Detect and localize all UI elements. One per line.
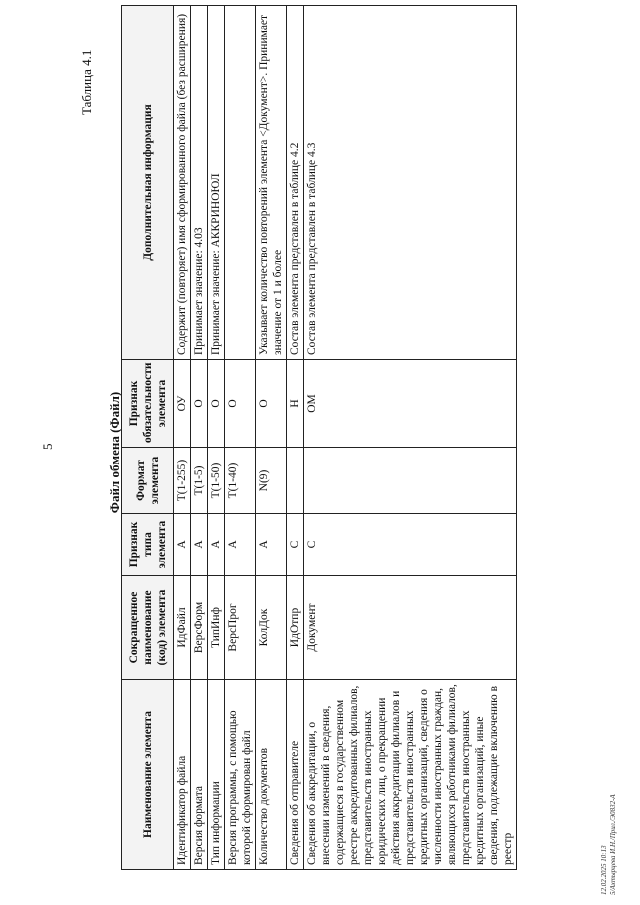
header-type: Признак типа элемента — [122, 514, 174, 576]
cell-required: О — [225, 360, 256, 448]
cell-name: Версия программы, с помощью которой сформирован файл — [225, 680, 256, 870]
cell-name: Идентификатор файла — [174, 680, 191, 870]
cell-format: Т(1-5) — [191, 448, 208, 514]
exchange-file-table — [121, 5, 517, 870]
cell-type: А — [174, 514, 191, 576]
cell-code: ВерсПрог — [225, 576, 256, 680]
cell-name: Количество документов — [256, 680, 287, 870]
table-number: Таблица 4.1 — [79, 49, 94, 115]
cell-format — [304, 448, 517, 514]
cell-type: А — [256, 514, 287, 576]
cell-info: Состав элемента представлен в таблице 4.3 — [304, 6, 517, 360]
cell-type: А — [191, 514, 208, 576]
cell-type: А — [208, 514, 225, 576]
page-number: 5 — [40, 443, 55, 450]
cell-code: ИдОтпр — [287, 576, 304, 680]
cell-name: Сведения об отправителе — [287, 680, 304, 870]
cell-info: Принимает значение: АККРИНОЮЛ — [208, 6, 225, 360]
cell-format: N(9) — [256, 448, 287, 514]
cell-required: ОМ — [304, 360, 517, 448]
table-row — [208, 6, 225, 870]
cell-code: Документ — [304, 576, 517, 680]
cell-name: Тип информации — [208, 680, 225, 870]
table-row — [287, 6, 304, 870]
table-title: Файл обмена (Файл) — [107, 391, 122, 514]
table-row — [174, 6, 191, 870]
cell-format — [287, 448, 304, 514]
cell-required: О — [256, 360, 287, 448]
cell-format: Т(1-50) — [208, 448, 225, 514]
cell-type: С — [304, 514, 517, 576]
cell-info: Принимает значение: 4.03 — [191, 6, 208, 360]
cell-required: ОУ — [174, 360, 191, 448]
table-row — [225, 6, 256, 870]
cell-format: Т(1-255) — [174, 448, 191, 514]
cell-info — [225, 6, 256, 360]
cell-code: ИдФайл — [174, 576, 191, 680]
cell-name: Сведения об аккредитации, о внесении изменений в сведения, содержащиеся в государственном реестре аккредитованных филиалов, представительств иностранных юридических лиц, о прекращении действия аккредитации филиалов и представительств иностранных кредитных организаций, сведения о численности иностранных граждан, являющихся работниками филиалов, представительств иностранных кредитных организаций, иные сведения, подлежащие включению в реестр — [304, 680, 517, 870]
table-row — [191, 6, 208, 870]
cell-code: ВерсФорм — [191, 576, 208, 680]
table-header-row — [122, 6, 174, 870]
cell-info: Указывает количество повторений элемента <Документ>. Принимает значение от 1 и более — [256, 6, 287, 360]
cell-format: Т(1-40) — [225, 448, 256, 514]
cell-required: О — [208, 360, 225, 448]
cell-code: КолДок — [256, 576, 287, 680]
table-row — [304, 6, 517, 870]
table-row — [256, 6, 287, 870]
cell-code: ТипИнф — [208, 576, 225, 680]
cell-info: Содержит (повторяет) имя сформированного файла (без расширения) — [174, 6, 191, 360]
header-required: Признак обязательности элемента — [122, 360, 174, 448]
header-format: Формат элемента — [122, 448, 174, 514]
cell-type: С — [287, 514, 304, 576]
cell-info: Состав элемента представлен в таблице 4.2 — [287, 6, 304, 360]
stamp-ref: 5/Ахтырцева И.Н./Прил./Э0832-А — [609, 794, 617, 895]
cell-name: Версия формата — [191, 680, 208, 870]
cell-type: А — [225, 514, 256, 576]
header-element-name: Наименование элемента — [122, 680, 174, 870]
cell-required: Н — [287, 360, 304, 448]
cell-required: О — [191, 360, 208, 448]
header-additional-info: Дополнительная информация — [122, 6, 174, 360]
document-stamp — [600, 794, 618, 895]
stamp-date: 12.02.2025 10:13 — [600, 845, 608, 895]
header-short-code: Сокращенное наименование (код) элемента — [122, 576, 174, 680]
